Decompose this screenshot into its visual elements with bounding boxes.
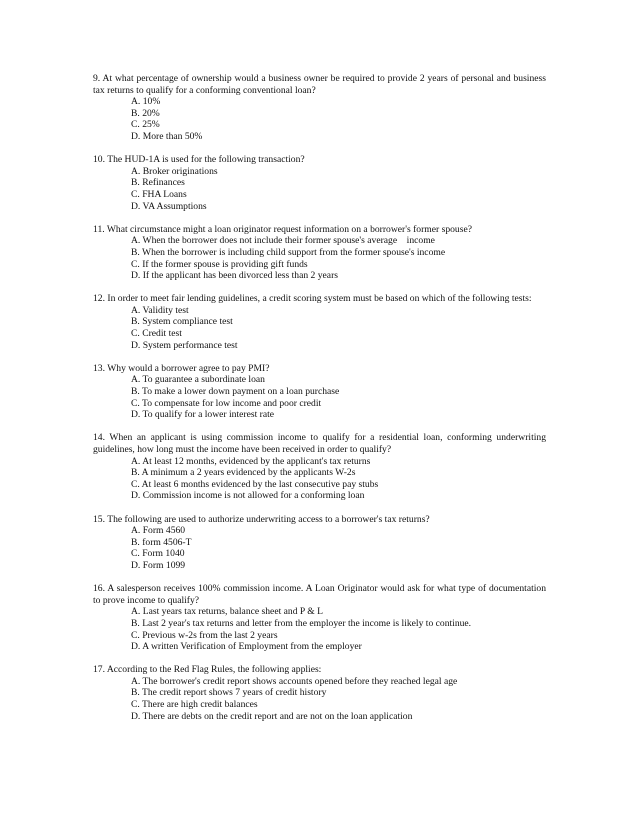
question-13	[93, 363, 546, 421]
option-b: B. To make a lower down payment on a loan purchase	[131, 386, 340, 398]
option-d: D. System performance test	[131, 339, 238, 351]
question-12	[93, 293, 546, 351]
option-a: A. When the borrower does not include their former spouse's average income	[131, 235, 435, 247]
option-c: C. FHA Loans	[131, 188, 187, 200]
option-c: C. 25%	[131, 119, 160, 131]
question-16	[93, 583, 546, 653]
option-c: C. Credit test	[131, 328, 182, 340]
option-b: B. The credit report shows 7 years of credit history	[131, 687, 327, 699]
option-a: A. 10%	[131, 96, 161, 108]
option-a: A. At least 12 months, evidenced by the applicant's tax returns	[131, 455, 371, 467]
option-a: A. Validity test	[131, 304, 189, 316]
option-b: B. Last 2 year's tax returns and letter from the employer the income is likely to continue.	[131, 617, 472, 629]
option-d: D. To qualify for a lower interest rate	[131, 409, 275, 421]
option-b: B. A minimum a 2 years evidenced by the applicants W-2s	[131, 467, 356, 479]
option-c: C. Form 1040	[131, 548, 185, 560]
question-text: 17. According to the Red Flag Rules, the following applies:	[93, 664, 322, 676]
option-d: D. VA Assumptions	[131, 200, 207, 212]
option-c: C. There are high credit balances	[131, 699, 258, 711]
question-9	[93, 73, 546, 143]
question-17	[93, 664, 546, 722]
option-c: C. At least 6 months evidenced by the last consecutive pay stubs	[131, 478, 379, 490]
option-d: D. Commission income is not allowed for a conforming loan	[131, 490, 365, 502]
option-d: D. A written Verification of Employment from the employer	[131, 641, 362, 653]
option-a: A. The borrower's credit report shows accounts opened before they reached legal age	[131, 675, 458, 687]
option-b: B. When the borrower is including child support from the former spouse's income	[131, 246, 446, 258]
question-15	[93, 514, 546, 572]
question-text: 12. In order to meet fair lending guidelines, a credit scoring system must be based on which of the following tests:	[93, 293, 532, 305]
question-10	[93, 154, 546, 212]
option-c: C. To compensate for low income and poor credit	[131, 397, 322, 409]
question-14	[93, 432, 546, 502]
question-text: 15. The following are used to authorize underwriting access to a borrower's tax returns?	[93, 513, 430, 525]
option-d: D. There are debts on the credit report and are not on the loan application	[131, 710, 413, 722]
question-11	[93, 224, 546, 282]
option-a: A. Form 4560	[131, 525, 186, 537]
question-text: 14. When an applicant is using commission income to qualify for a residential loan, conforming underwriting guidelines, how long must the income have been received in order to qualify?	[93, 432, 546, 455]
document-page	[93, 73, 546, 734]
option-c: C. Previous w-2s from the last 2 years	[131, 629, 278, 641]
question-text: 11. What circumstance might a loan originator request information on a borrower's former spouse?	[93, 223, 472, 235]
option-a: A. Broker originations	[131, 165, 218, 177]
question-text: 10. The HUD-1A is used for the following transaction?	[93, 154, 305, 166]
question-text: 9. At what percentage of ownership would a business owner be required to provide 2 years of personal and business tax returns to qualify for a conforming conventional loan?	[93, 73, 546, 96]
option-c: C. If the former spouse is providing gift funds	[131, 258, 308, 270]
option-b: B. Refinances	[131, 177, 185, 189]
option-a: A. Last years tax returns, balance sheet and P & L	[131, 606, 323, 618]
option-b: B. form 4506-T	[131, 536, 192, 548]
option-d: D. If the applicant has been divorced less than 2 years	[131, 270, 338, 282]
option-a: A. To guarantee a subordinate loan	[131, 374, 265, 386]
option-d: D. Form 1099	[131, 559, 186, 571]
question-text: 16. A salesperson receives 100% commission income. A Loan Originator would ask for what type of documentation to prove income to qualify?	[93, 583, 546, 606]
question-text: 13. Why would a borrower agree to pay PMI?	[93, 362, 270, 374]
option-b: B. 20%	[131, 107, 160, 119]
option-b: B. System compliance test	[131, 316, 233, 328]
option-d: D. More than 50%	[131, 130, 203, 142]
